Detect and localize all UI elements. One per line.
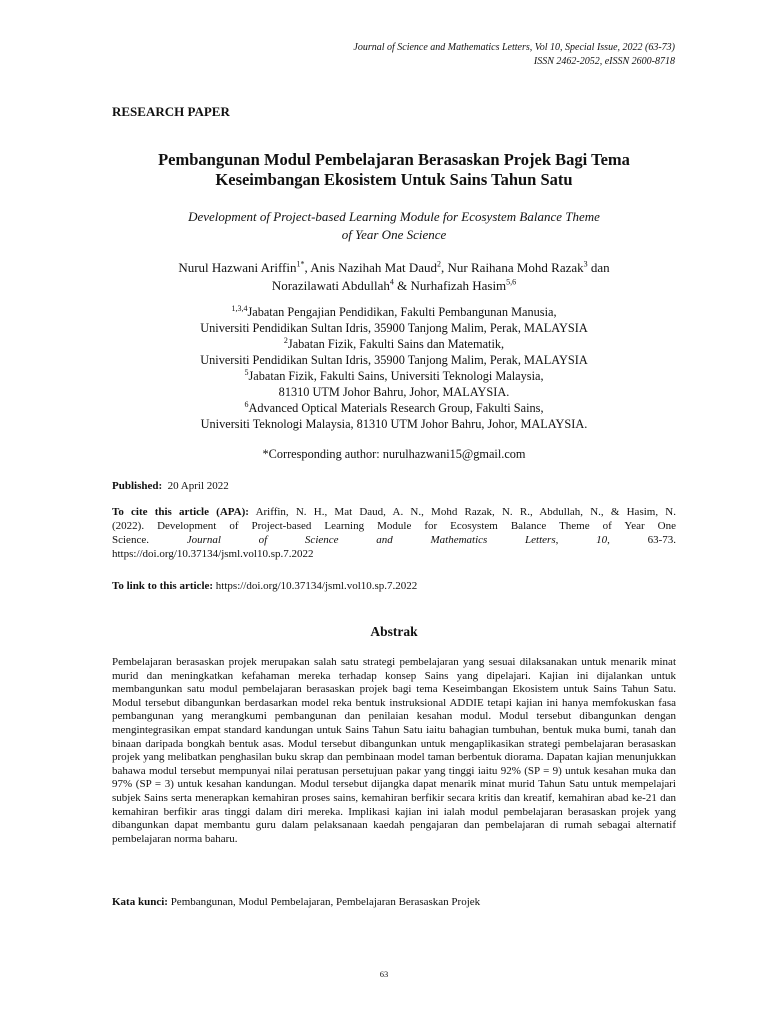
issn-line: ISSN 2462-2052, eISSN 2600-8718 (533, 56, 675, 67)
author-conjunction: dan (587, 260, 610, 275)
keywords-label: Kata kunci: (112, 896, 168, 908)
journal-citation-line: Journal of Science and Mathematics Letters, Vol 10, Special Issue, 2022 (63-73) (353, 42, 675, 53)
link-label: To link to this article: (112, 580, 214, 592)
citation-text: Ariffin, N. H., Mat Daud, A. N., Mohd Razak, N. R., Abdullah, N., & Hasim, N. (255, 506, 676, 518)
title-malay-line-1: Pembangunan Modul Pembelajaran Berasaskan Projek Bagi Tema (158, 150, 630, 169)
affiliation-text: Advanced Optical Materials Research Group, Fakulti Sains, (248, 401, 544, 415)
citation-row-1 (112, 505, 676, 519)
title-malay-line-2: Keseimbangan Ekosistem Untuk Sains Tahun Satu (215, 170, 573, 189)
citation-label: To cite this article (APA): (112, 506, 249, 518)
affiliation-line: Universiti Pendidikan Sultan Idris, 35900 Tanjong Malim, Perak, MALAYSIA (200, 321, 588, 335)
author-affil-sup: 4 (389, 277, 394, 287)
affiliation-line: 81310 UTM Johor Bahru, Johor, MALAYSIA. (278, 385, 510, 399)
citation-block (112, 505, 676, 561)
corresponding-author: *Corresponding author: nurulhazwani15@gmail.com (262, 447, 526, 461)
keywords (112, 896, 480, 908)
author-name: , Anis Nazihah Mat Daud (304, 260, 438, 275)
citation-journal: Journal of Science and Mathematics Letters (186, 534, 556, 546)
affiliation-line (112, 304, 676, 320)
citation-volume: 10 (596, 534, 608, 546)
author-affil-sup: 2 (437, 259, 442, 269)
affiliation-line: Universiti Pendidikan Sultan Idris, 35900 Tanjong Malim, Perak, MALAYSIA (200, 353, 588, 367)
citation-pages: , 63-73. (607, 534, 676, 546)
section-label: RESEARCH PAPER (112, 104, 230, 119)
affiliation-line (112, 336, 676, 352)
citation-text: Science. (112, 534, 149, 546)
author-name: , Nur Raihana Mohd Razak (441, 260, 584, 275)
author-name: Norazilawati Abdullah (271, 278, 390, 293)
author-affil-sup: 3 (583, 259, 588, 269)
abstract-body: Pembelajaran berasaskan projek merupakan salah satu strategi pembelajaran yang sesuai dilaksanakan untuk menarik minat murid dan meningkatkan kefahaman mereka terhadap konsep Sains yang dipelajari. Kajian ini dijalankan untuk membangunkan satu modul pembelajaran berasaskan projek bagi tema Keseimbangan Ekosistem untuk Sains Tahun Satu. Modul tersebut dibangunkan berdasarkan model reka bentuk instruksional ADDIE tetapi kajian ini hanya memfokuskan fasa pembangunan yang merangkumi pembangunan dan penilaian kesahan modul. Modul tersebut dibangunkan dengan mengintegrasikan empat standard kandungan untuk Sains Tahun Satu iaitu bahagian tumbuhan, bentuk muka bumi, tanah dan binaan daripada bongkah bentuk asas. Modul tersebut dibangunkan untuk mengaplikasikan strategi pembelajaran berasaskan projek yang melibatkan penghasilan buku skrap dan pembinaan model taman berbentuk diorama. Dapatan kajian menunjukkan bahawa modul tersebut mempunyai nilai peratusan persetujuan pakar yang tinggi iaitu 92% (SP = 9) untuk kesahan muka dan 97% (SP = 3) untuk kesahan kandungan. Modul tersebut dijangka dapat menarik minat murid Tahun Satu untuk mempelajari subjek Sains serta menerapkan kemahiran proses sains, kemahiran berfikir secara kritis dan kreatif, kemahiran abad ke-21 dan kemahiran berfikir aras tinggi dalam diri mereka. Implikasi kajian ini ialah modul pembelajaran berasaskan projek yang dibangunkan dapat membantu guru dalam pelaksanaan kaedah pengajaran dan pembelajaran di rumah sebagai alternatif pembelajaran norma baharu. (112, 656, 676, 845)
journal-header (353, 41, 675, 69)
page-number: 63 (379, 969, 389, 979)
affiliation-text: Jabatan Fizik, Fakulti Sains dan Matematik, (287, 337, 505, 351)
author-name: & Nurhafizah Hasim (393, 278, 507, 293)
citation-doi[interactable]: https://doi.org/10.37134/jsml.vol10.sp.7.2022 (112, 548, 314, 560)
author-name: Nurul Hazwani Ariffin (178, 260, 297, 275)
author-affil-sup: 1* (296, 259, 305, 269)
affiliation-line: Universiti Teknologi Malaysia, 81310 UTM Johor Bahru, Johor, MALAYSIA. (200, 417, 588, 431)
abstract-heading: Abstrak (370, 624, 418, 639)
author-list (112, 259, 676, 295)
citation-row-3: Science. Journal of Science and Mathematics Letters, 10, 63-73. (112, 534, 676, 546)
title-english-line-1: Development of Project-based Learning Module for Ecosystem Balance Theme (188, 209, 600, 224)
article-link (112, 580, 417, 592)
author-line-2 (112, 277, 676, 295)
affiliation-sup: 6 (244, 399, 249, 409)
author-line-1 (112, 259, 676, 277)
affiliation-line (112, 400, 676, 416)
published-date (112, 480, 229, 492)
affiliation-line (112, 368, 676, 384)
link-url[interactable]: https://doi.org/10.37134/jsml.vol10.sp.7.2022 (215, 580, 418, 592)
affiliation-sup: 1,3,4 (231, 303, 248, 313)
affiliation-sup: 5 (244, 367, 249, 377)
affiliations (112, 304, 676, 432)
keywords-text: Pembangunan, Modul Pembelajaran, Pembelajaran Berasaskan Projek (170, 896, 481, 908)
title-malay (112, 150, 676, 190)
published-label: Published: (112, 480, 163, 492)
affiliation-text: Jabatan Fizik, Fakulti Sains, Universiti Teknologi Malaysia, (248, 369, 544, 383)
title-english (112, 208, 676, 244)
author-affil-sup: 5,6 (506, 277, 517, 287)
published-value: 20 April 2022 (167, 480, 229, 492)
title-english-line-2: of Year One Science (341, 227, 447, 242)
citation-row-2: (2022). Development of Project-based Learning Module for Ecosystem Balance Theme of Year One (112, 520, 676, 532)
affiliation-sup: 2 (283, 335, 288, 345)
affiliation-text: Jabatan Pengajian Pendidikan, Fakulti Pembangunan Manusia, (247, 305, 557, 319)
